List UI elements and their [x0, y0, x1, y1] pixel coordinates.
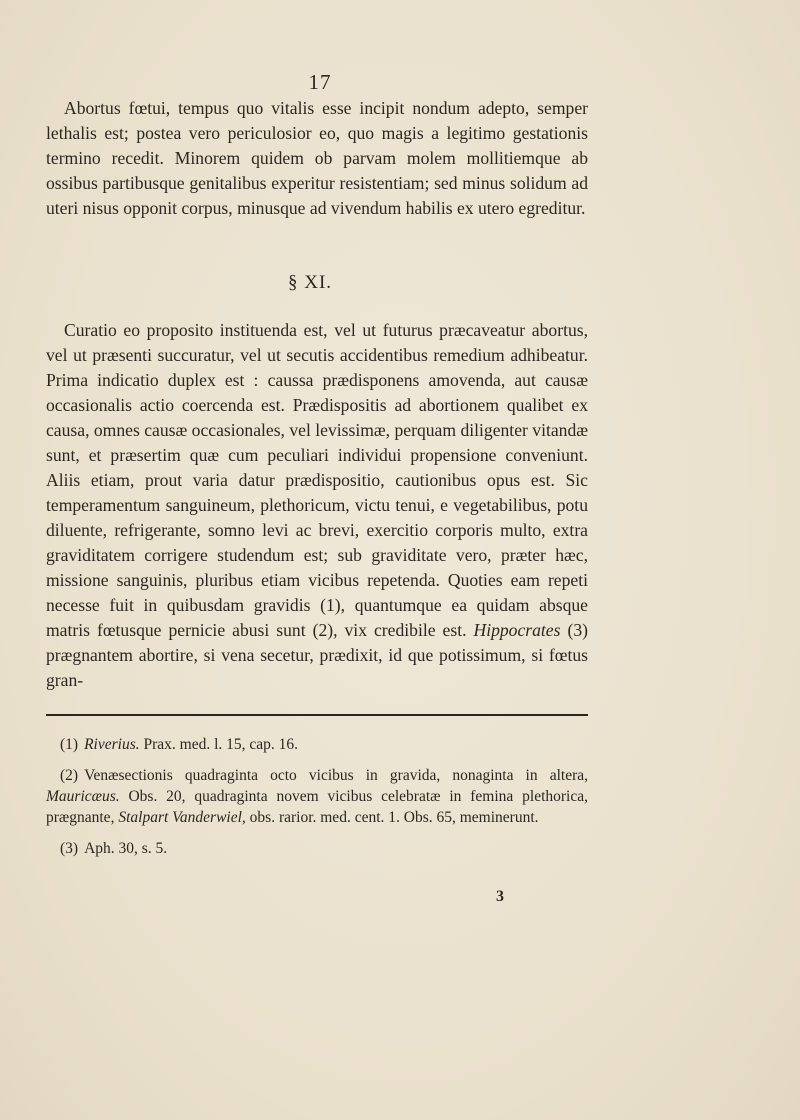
footnote-1-marker: (1)	[60, 736, 79, 753]
signature-mark: 3	[496, 888, 504, 905]
footnote-2	[46, 765, 588, 828]
footnote-1	[46, 734, 588, 755]
paragraph-2-part2: (3) prægnantem abortire, si vena secetur, prædixit, id que potissimum, si fœtus gran-	[46, 620, 588, 690]
footnote-2-author2: Stalpart Vanderwiel,	[118, 809, 246, 826]
footnote-2-author: Mauricæus.	[46, 788, 120, 805]
footnote-3	[46, 838, 588, 859]
footnote-2-marker: (2)	[60, 767, 79, 784]
footnote-3-text: Aph. 30, s. 5.	[84, 840, 168, 857]
footnotes	[46, 734, 588, 869]
footnote-3-marker: (3)	[60, 840, 79, 857]
footnote-1-author: Riverius.	[84, 736, 140, 753]
footnote-2-mid: Obs. 20, quadraginta novem vicibus celebratæ in femina plethorica, prægnante,	[46, 788, 588, 826]
author-hippocrates: Hippocrates	[473, 620, 561, 640]
paragraph-2-part1: Curatio eo proposito instituenda est, vel ut futurus præcaveatur abortus, vel ut præsenti succuratur, vel ut secutis accidentibus remedium adhibeatur. Prima indicatio duplex est : caussa prædisponens amovenda, aut causæ occasionalis actio coercenda est. Prædispositis ad abortionem qualibet ex causa, omnes causæ occasionales, vel levissimæ, perquam diligenter vitandæ sunt, et præsertim quæ cum peculiari individui propensione conveniunt. Aliis etiam, prout varia datur prædispositio, cautionibus opus est. Sic temperamentum sanguineum, plethoricum, victu tenui, e vegetabilibus, potu diluente, refrigerante, somno levi ac brevi, exercitio corporis multo, extra graviditatem corrigere studendum est; sub graviditate vero, præter hæc, missione sanguinis, pluribus etiam vicibus repetenda. Quoties eam repeti necesse fuit in quibusdam gravidis (1), quantumque ea quidam absque matris fœtusque pernicie abusi sunt (2), vix credibile est.	[46, 320, 588, 640]
paragraph-1	[46, 96, 588, 221]
footnote-2-post: obs. rarior. med. cent. 1. Obs. 65, meminerunt.	[245, 809, 539, 826]
footnote-rule	[46, 714, 588, 716]
page-number: 17	[308, 70, 332, 94]
paragraph-1-text: Abortus fœtui, tempus quo vitalis esse incipit nondum adepto, semper lethalis est; postea vero periculosior eo, quo magis a legitimo gestationis termino recedit. Minorem quidem ob parvam molem mollitiemque ab ossibus partibusque genitalibus experitur resistentiam; sed minus solidum ad uteri nisus opponit corpus, minusque ad vivendum habilis ex utero egreditur.	[46, 98, 588, 218]
footnote-2-pre: Venæsectionis quadraginta octo vicibus in gravida, nonaginta in altera,	[84, 767, 588, 784]
paragraph-2	[46, 318, 588, 693]
section-heading: § XI.	[287, 272, 333, 293]
footnote-1-text: Prax. med. l. 15, cap. 16.	[139, 736, 299, 753]
paragraph-2-text	[46, 318, 588, 693]
